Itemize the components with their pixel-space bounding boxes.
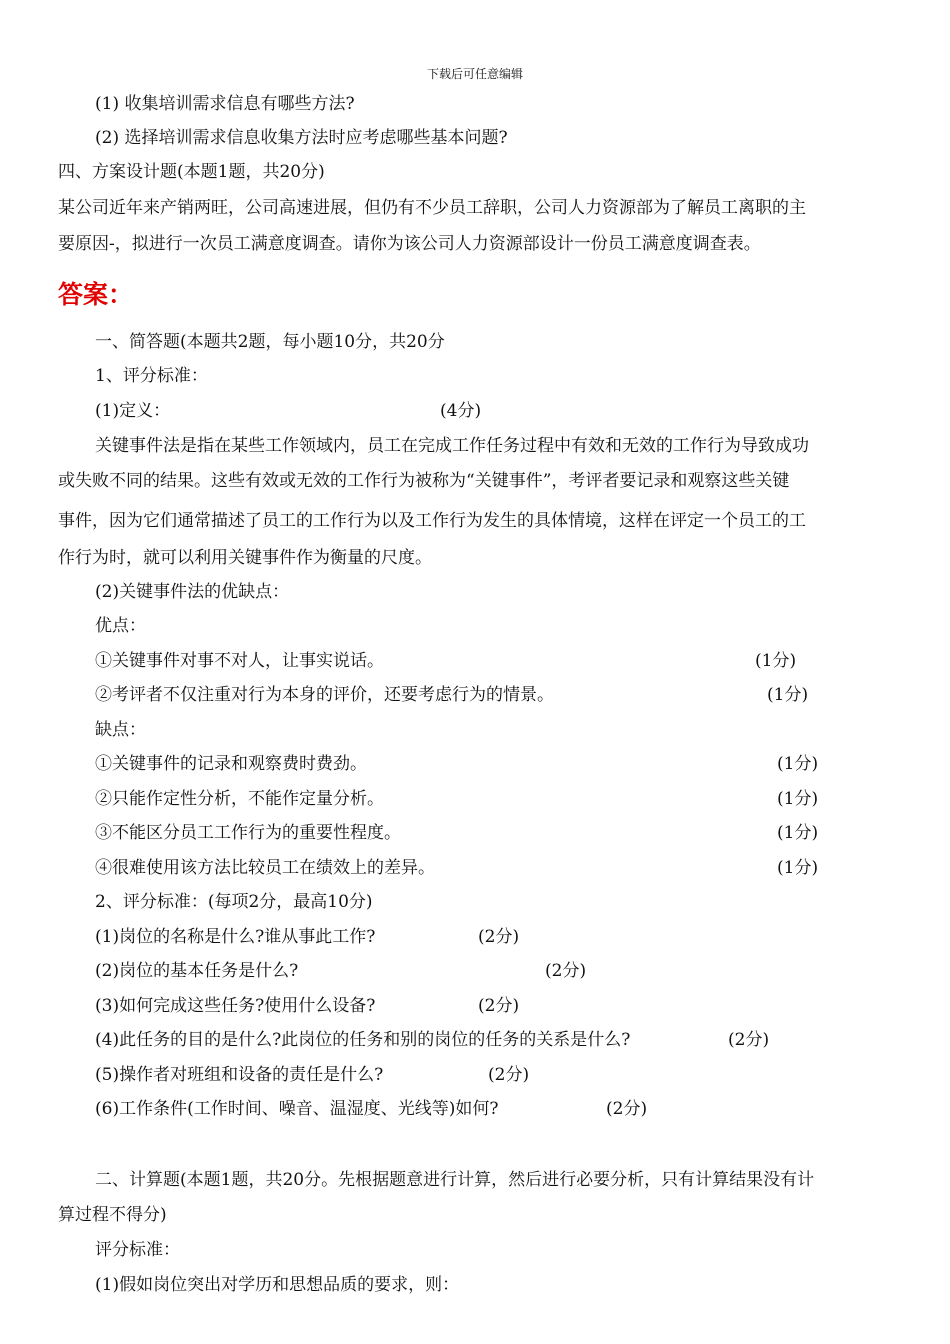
criteria-item-1: (1)岗位的名称是什么?谁从事此工作?: [95, 927, 376, 947]
definition-paragraph-line-4: 作行为时，就可以利用关键事件作为衡量的尺度。: [58, 548, 432, 568]
section-3-title-line-2: 算过程不得分): [58, 1205, 167, 1225]
pro-item-2: ②考评者不仅注重对行为本身的评价，还要考虑行为的情景。: [95, 685, 554, 705]
con-item-1: ①关键事件的记录和观察费时费劲。: [95, 754, 367, 774]
section-3-item-1: (1)假如岗位突出对学历和思想品质的要求，则：: [95, 1275, 460, 1295]
cons-label: 缺点：: [95, 720, 146, 740]
definition-paragraph-line-2: 或失败不同的结果。这些有效或无效的工作行为被称为“关键事件”，考评者要记录和观察这些关键: [58, 471, 790, 491]
question-1: (1) 收集培训需求信息有哪些方法?: [95, 94, 355, 114]
definition-paragraph-line-3: 事件，因为它们通常描述了员工的工作行为以及工作行为发生的具体情境，这样在评定一个员工的工: [58, 511, 806, 531]
criteria-item-6-score: (2分): [606, 1099, 648, 1119]
section-4-title: 四、方案设计题(本题1题，共20分): [58, 162, 325, 182]
con-item-3-score: (1分): [777, 823, 819, 843]
pros-label: 优点：: [95, 616, 146, 636]
criteria-item-4: (4)此任务的目的是什么?此岗位的任务和别的岗位的任务的关系是什么?: [95, 1030, 631, 1050]
section-4-text-line-2: 要原因-，拟进行一次员工满意度调查。请你为该公司人力资源部设计一份员工满意度调查表。: [58, 234, 761, 254]
section-3-title-line-1: 二、计算题(本题1题，共20分。先根据题意进行计算，然后进行必要分析，只有计算结果没有计: [95, 1170, 815, 1190]
con-item-4-score: (1分): [777, 858, 819, 878]
criteria-item-3-score: (2分): [478, 996, 520, 1016]
pro-item-1-score: (1分): [755, 651, 797, 671]
section-4-text-line-1: 某公司近年来产销两旺，公司高速进展，但仍有不少员工辞职，公司人力资源部为了解员工离职的主: [58, 198, 806, 218]
criteria-item-6: (6)工作条件(工作时间、噪音、温湿度、光线等)如何?: [95, 1099, 499, 1119]
pro-item-1: ①关键事件对事不对人，让事实说话。: [95, 651, 384, 671]
criteria-item-1-score: (2分): [478, 927, 520, 947]
criteria-item-5: (5)操作者对班组和设备的责任是什么?: [95, 1065, 384, 1085]
con-item-1-score: (1分): [777, 754, 819, 774]
definition-score: (4分): [440, 401, 482, 421]
con-item-4: ④很难使用该方法比较员工在绩效上的差异。: [95, 858, 435, 878]
pro-item-2-score: (1分): [767, 685, 809, 705]
criteria-item-3: (3)如何完成这些任务?使用什么设备?: [95, 996, 376, 1016]
definition-paragraph-line-1: 关键事件法是指在某些工作领域内，员工在完成工作任务过程中有效和无效的工作行为导致成功: [95, 436, 809, 456]
section-2-criteria: 2、评分标准：(每项2分，最高10分): [95, 892, 373, 912]
con-item-3: ③不能区分员工工作行为的重要性程度。: [95, 823, 401, 843]
definition-label: (1)定义：: [95, 401, 171, 421]
answer-title: 答案：: [58, 280, 134, 309]
section-3-criteria: 评分标准：: [95, 1240, 180, 1260]
criteria-item-2: (2)岗位的基本任务是什么?: [95, 961, 299, 981]
page-header: 下载后可任意编辑: [426, 67, 523, 81]
criteria-item-5-score: (2分): [488, 1065, 530, 1085]
pros-cons-title: (2)关键事件法的优缺点：: [95, 582, 290, 602]
question-2: (2) 选择培训需求信息收集方法时应考虑哪些基本问题?: [95, 128, 508, 148]
con-item-2-score: (1分): [777, 789, 819, 809]
criteria-item-2-score: (2分): [545, 961, 587, 981]
con-item-2: ②只能作定性分析，不能作定量分析。: [95, 789, 384, 809]
criteria-item-4-score: (2分): [728, 1030, 770, 1050]
section-1-title: 一、简答题(本题共2题，每小题10分，共20分: [95, 332, 445, 352]
section-1-criteria: 1、评分标准：: [95, 366, 208, 386]
